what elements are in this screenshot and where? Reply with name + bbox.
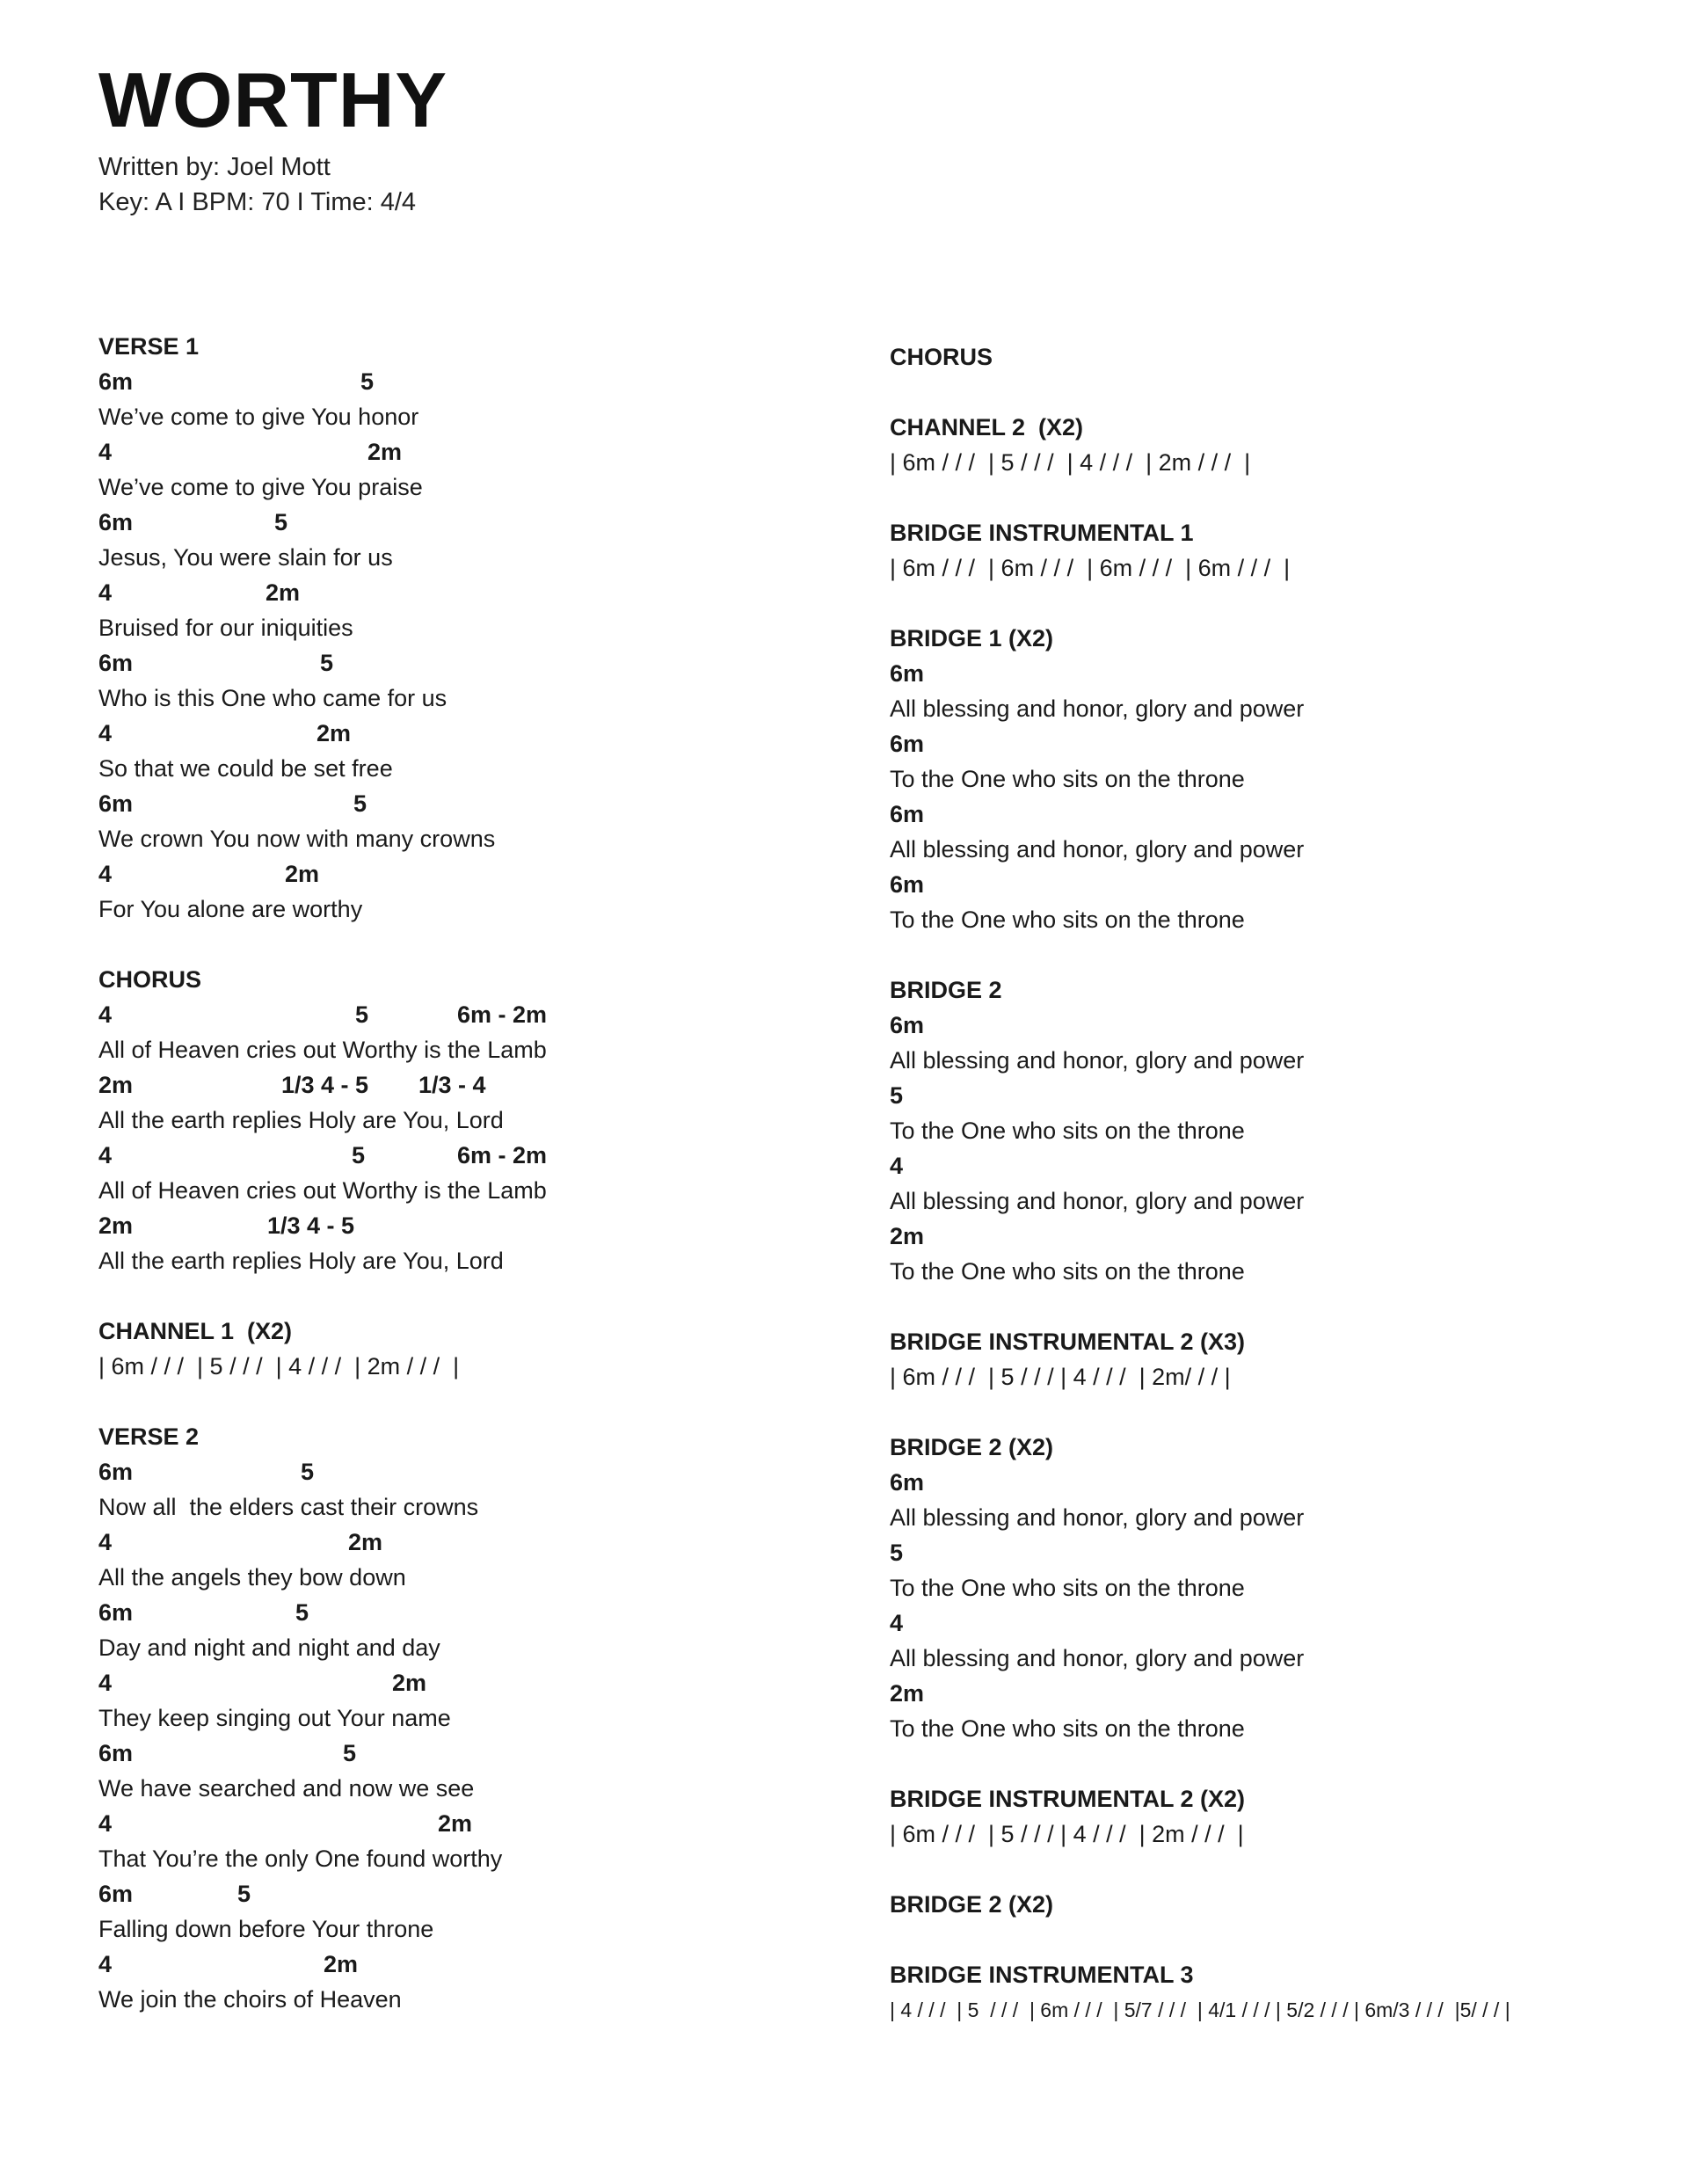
section-title: BRIDGE 2 [890,977,1002,1003]
bridge-instrumental-1-section [890,515,1663,586]
chord-line [98,1454,819,1489]
chord: 2m [316,720,352,746]
chord-line [890,1219,1663,1254]
lyric-line: To the One who sits on the throne [890,766,1245,792]
lyric-line: To the One who sits on the throne [890,1258,1245,1285]
lyric-line: All blessing and honor, glory and power [890,1047,1305,1074]
chord: 6m [890,871,925,898]
chord: 6m [890,1012,925,1038]
chord: 1/3 4 - 5 [281,1072,369,1098]
chord-line [98,434,819,470]
lyric-line: Jesus, You were slain for us [98,544,393,571]
chord-line [98,1525,819,1560]
chord: 6m - 2m [457,1001,548,1028]
channel-1-section [98,1314,819,1384]
chord: 4 [98,1670,113,1696]
chord-line [98,364,819,399]
chord: 1/3 - 4 [418,1072,486,1098]
chord: 5 [355,1001,369,1028]
section-title: BRIDGE INSTRUMENTAL 1 [890,520,1194,546]
chord-line [890,1535,1663,1570]
bar-line: | 6m / / / | 5 / / / | 4 / / / | 2m / / / | [890,1821,1244,1847]
lyric-line: All blessing and honor, glory and power [890,695,1305,722]
chord: 4 [98,720,113,746]
chord: 2m [890,1223,925,1249]
section-title: VERSE 2 [98,1423,200,1450]
chord: 6m [98,1599,134,1626]
chord-line [98,997,819,1032]
right-column [890,339,1663,2063]
chord-line [98,1138,819,1173]
chord: 6m [98,1459,134,1485]
lyric-line: They keep singing out Your name [98,1705,451,1731]
chord: 5 [237,1881,251,1907]
chord-line [98,716,819,751]
chord: 6m [98,1740,134,1766]
chord: 6m [98,650,134,676]
bridge-instrumental-3-section [890,1957,1663,2027]
chord-line [98,856,819,892]
bar-line: | 6m / / / | 5 / / / | 4 / / / | 2m/ / / | [890,1364,1231,1390]
section-title: BRIDGE INSTRUMENTAL 2 (X2) [890,1786,1246,1812]
chord: 2m [438,1810,473,1837]
lyric-line: We’ve come to give You honor [98,404,419,430]
lyric-line: Now all the elders cast their crowns [98,1494,479,1520]
chord: 6m [890,731,925,757]
chorus-repeat-section [890,339,1663,375]
chord-line [98,1665,819,1700]
chord-line [890,1008,1663,1043]
chord: 4 [98,1142,113,1168]
chord-line [890,867,1663,902]
chord-line [890,1676,1663,1711]
section-title: VERSE 1 [98,333,200,360]
lyric-line: So that we could be set free [98,755,393,782]
chord: 4 [98,1529,113,1555]
song-title: WORTHY [98,56,448,143]
chord-line [98,1876,819,1911]
lyric-line: Day and night and night and day [98,1634,440,1661]
chord: 6m [890,1469,925,1496]
lyric-line: Bruised for our iniquities [98,615,353,641]
lyric-line: All blessing and honor, glory and power [890,1188,1305,1214]
chord: 4 [98,579,113,606]
chord-line [890,1605,1663,1641]
lyric-line: All the angels they bow down [98,1564,406,1591]
chord: 1/3 4 - 5 [267,1212,355,1239]
bridge-instrumental-2-x3-section [890,1324,1663,1394]
chord: 6m [98,1881,134,1907]
chord: 2m [98,1072,134,1098]
chord: 2m [98,1212,134,1239]
lyric-line: Who is this One who came for us [98,685,447,711]
chord-line [890,797,1663,832]
chord: 6m [98,368,134,395]
chord-line [98,1067,819,1103]
chord: 5 [890,1540,904,1566]
chord-line [890,656,1663,691]
chord-line [98,645,819,681]
chord: 5 [360,368,375,395]
lyric-line: All blessing and honor, glory and power [890,836,1305,863]
chord: 5 [274,509,288,535]
chord: 2m [266,579,301,606]
chord: 4 [98,1951,113,1977]
section-title: CHANNEL 2 (X2) [890,414,1084,440]
lyric-line: For You alone are worthy [98,896,363,922]
section-title: CHORUS [890,344,993,370]
song-header [98,56,890,220]
chord: 4 [98,1810,113,1837]
bridge-instrumental-2-x2-section [890,1781,1663,1852]
lyric-line: All the earth replies Holy are You, Lord [98,1248,504,1274]
chord: 2m [285,861,320,887]
chord-line [890,1078,1663,1113]
bar-line: | 4 / / / | 5 / / / | 6m / / / | 5/7 / / / | 4/1 / / / | 5/2 / / / | 6m/3 / / / |5/ / / | [890,1998,1510,2021]
chord-line [98,505,819,540]
chord: 4 [890,1153,904,1179]
chord-line [98,1947,819,1982]
chord-line [98,1208,819,1243]
left-column [98,329,819,2052]
section-title: BRIDGE 1 (X2) [890,625,1054,652]
section-title: BRIDGE 2 (X2) [890,1434,1054,1460]
lyric-line: We have searched and now we see [98,1775,475,1802]
lyric-line: To the One who sits on the throne [890,906,1245,933]
chord: 4 [890,1610,904,1636]
chord: 6m [890,801,925,827]
chord: 6m - 2m [457,1142,548,1168]
section-title: BRIDGE INSTRUMENTAL 2 (X3) [890,1329,1246,1355]
chord-line [98,1806,819,1841]
chord: 5 [320,650,334,676]
section-title: BRIDGE 2 (X2) [890,1891,1054,1918]
lyric-line: We join the choirs of Heaven [98,1986,402,2013]
verse-1-section [98,329,819,927]
bar-line: | 6m / / / | 5 / / / | 4 / / / | 2m / / / | [98,1353,460,1380]
verse-2-section [98,1419,819,2017]
chord: 6m [890,660,925,687]
lyric-line: All of Heaven cries out Worthy is the Lamb [98,1177,547,1204]
bridge-1-section [890,621,1663,937]
lyric-line: To the One who sits on the throne [890,1575,1245,1601]
chord: 4 [98,861,113,887]
chord: 5 [890,1082,904,1109]
bridge-2-section [890,972,1663,1289]
lyric-line: We’ve come to give You praise [98,474,423,500]
chord: 6m [98,509,134,535]
lyric-line: We crown You now with many crowns [98,826,496,852]
section-title: CHORUS [98,966,202,993]
lyric-line: All of Heaven cries out Worthy is the Lamb [98,1037,547,1063]
chord: 5 [343,1740,357,1766]
section-title: CHANNEL 1 (X2) [98,1318,293,1344]
chord: 5 [353,790,367,817]
writer-credit: Written by: Joel Mott [98,153,331,181]
chord: 2m [890,1680,925,1707]
lyric-line: All the earth replies Holy are You, Lord [98,1107,504,1133]
bridge-2-x2-repeat-section [890,1887,1663,1922]
lyric-line: All blessing and honor, glory and power [890,1645,1305,1671]
chord: 2m [367,439,403,465]
chord: 2m [348,1529,383,1555]
lyric-line: That You’re the only One found worthy [98,1845,503,1872]
section-title: BRIDGE INSTRUMENTAL 3 [890,1962,1194,1988]
chord-line [98,1736,819,1771]
chord-line [98,786,819,821]
chord: 5 [295,1599,309,1626]
chord-line [890,1465,1663,1500]
chord: 2m [324,1951,359,1977]
chord-line [890,1148,1663,1183]
chord: 2m [392,1670,427,1696]
bar-line: | 6m / / / | 6m / / / | 6m / / / | 6m / / / | [890,555,1291,581]
chorus-section [98,962,819,1278]
bar-line: | 6m / / / | 5 / / / | 4 / / / | 2m / / / | [890,449,1251,476]
lyric-line: To the One who sits on the throne [890,1117,1245,1144]
chord-line [890,726,1663,761]
chord-line [98,1595,819,1630]
lyric-line: All blessing and honor, glory and power [890,1504,1305,1531]
chord: 5 [352,1142,366,1168]
chord: 4 [98,439,113,465]
chord: 4 [98,1001,113,1028]
chord-line [98,575,819,610]
lyric-line: Falling down before Your throne [98,1916,434,1942]
song-details: Key: A I BPM: 70 I Time: 4/4 [98,188,417,216]
chord: 5 [301,1459,315,1485]
channel-2-section [890,410,1663,480]
bridge-2-x2-section [890,1430,1663,1746]
chord: 6m [98,790,134,817]
lyric-line: To the One who sits on the throne [890,1715,1245,1742]
